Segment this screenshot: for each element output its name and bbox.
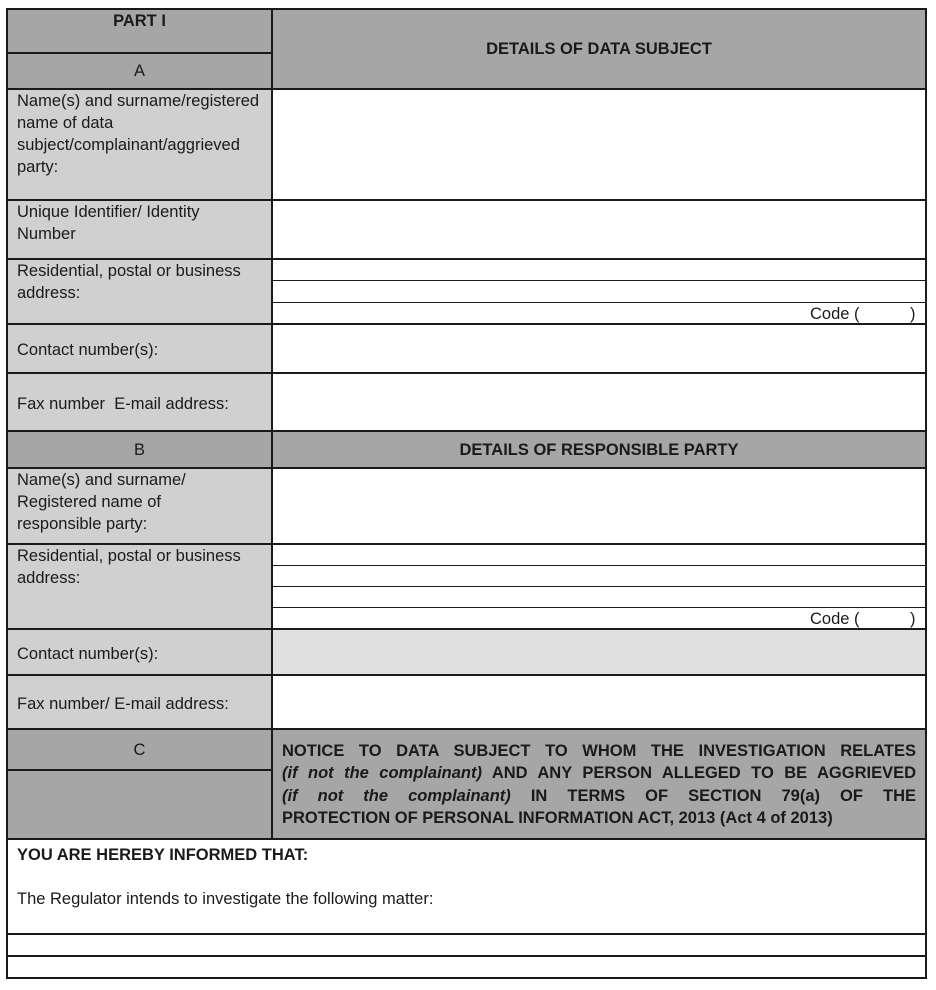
notice-line-3-rest: IN TERMS OF SECTION 79(a) OF THE	[510, 786, 916, 805]
notice-line-1: NOTICE TO DATA SUBJECT TO WHOM THE INVESTIGATION RELATES	[282, 742, 916, 760]
notice-line-2-italic: (if not the complainant)	[282, 764, 482, 783]
section-b-letter: B	[133, 441, 145, 459]
responsible-party-address-line-2[interactable]	[273, 566, 925, 586]
responsible-party-code-label: Code (	[810, 610, 860, 628]
responsible-party-address-line-1[interactable]	[273, 545, 925, 565]
unique-identifier-field[interactable]	[273, 201, 925, 258]
responsible-party-fax-email-label: Fax number/ E-mail address:	[17, 695, 229, 713]
responsible-party-contact-label: Contact number(s):	[17, 645, 159, 663]
notice-line-2	[282, 762, 916, 784]
section-a-letter: A	[133, 62, 145, 80]
notice-line-4: PROTECTION OF PERSONAL INFORMATION ACT, 2013 (Act 4 of 2013)	[282, 808, 833, 827]
data-subject-address-label: Residential, postal or business address:	[17, 262, 241, 302]
section-a-title: DETAILS OF DATA SUBJECT	[486, 40, 712, 58]
responsible-party-address-line-3[interactable]	[273, 587, 925, 607]
section-c-letter: C	[133, 741, 146, 759]
section-c-notice	[282, 740, 916, 829]
unique-identifier-label: Unique Identifier/ Identity Number	[17, 203, 200, 243]
responsible-party-name-field[interactable]	[273, 469, 925, 543]
data-subject-address-line-1[interactable]	[273, 260, 925, 280]
data-subject-fax-email-field[interactable]	[273, 374, 925, 430]
notice-line-3	[282, 785, 916, 807]
responsible-party-contact-field[interactable]	[273, 630, 925, 674]
data-subject-contact-field[interactable]	[273, 325, 925, 372]
data-subject-code-label: Code (	[810, 305, 860, 323]
informed-heading: YOU ARE HEREBY INFORMED THAT:	[17, 846, 309, 864]
data-subject-code-close: )	[910, 305, 916, 323]
notice-line-3-italic: (if not the complainant)	[282, 786, 511, 805]
part-label: PART I	[113, 12, 166, 30]
responsible-party-name-label: Name(s) and surname/ Registered name of responsible party:	[17, 471, 186, 533]
data-subject-name-field[interactable]	[273, 90, 925, 199]
matter-line-1[interactable]	[8, 935, 925, 955]
data-subject-address-line-2[interactable]	[273, 281, 925, 302]
data-subject-contact-label: Contact number(s):	[17, 341, 159, 359]
data-subject-name-label: Name(s) and surname/registered name of data subject/complainant/aggrieved party:	[17, 92, 260, 176]
notice-line-2-rest: AND ANY PERSON ALLEGED TO BE AGGRIEVED	[481, 764, 916, 783]
responsible-party-fax-email-field[interactable]	[273, 676, 925, 728]
matter-line-2[interactable]	[8, 957, 925, 977]
regulator-statement: The Regulator intends to investigate the following matter:	[17, 890, 434, 908]
section-b-title: DETAILS OF RESPONSIBLE PARTY	[459, 441, 739, 459]
responsible-party-address-label: Residential, postal or business address:	[17, 547, 241, 587]
responsible-party-code-close: )	[910, 610, 916, 628]
data-subject-fax-email-label: Fax number E-mail address:	[17, 395, 229, 413]
